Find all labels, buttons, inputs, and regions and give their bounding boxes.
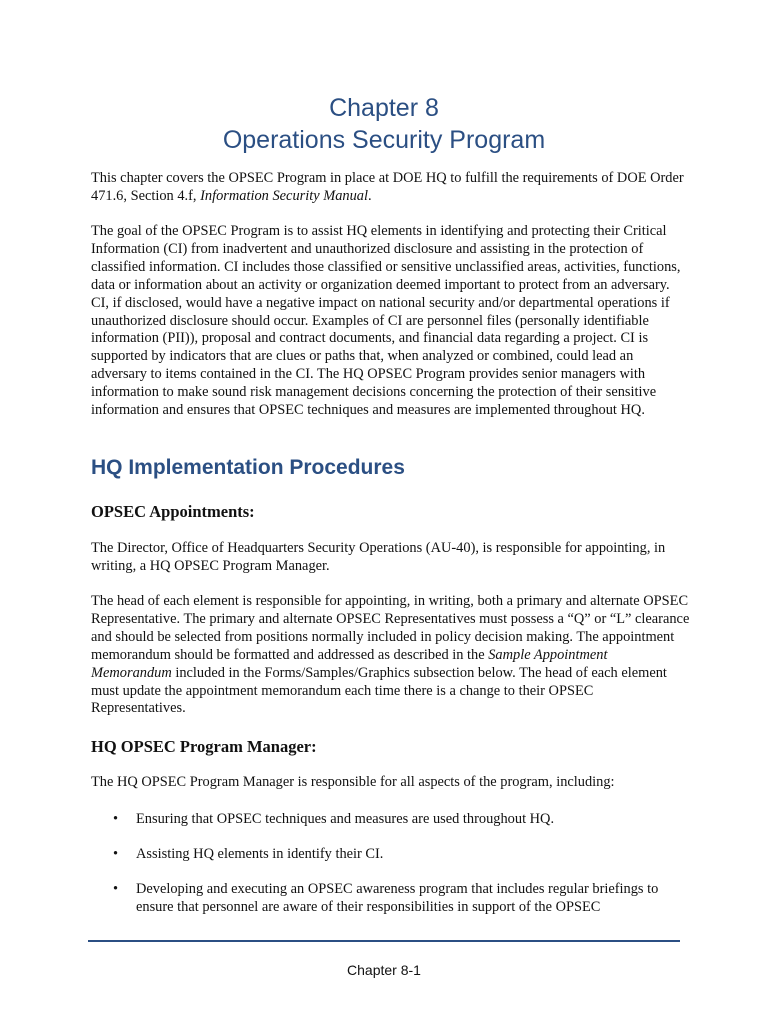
intro-manual-title: Information Security Manual (200, 187, 368, 204)
intro-paragraph (91, 170, 691, 206)
list-item-text: Developing and executing an OPSEC awareness program that includes regular briefings to ensure that personnel are aware of their responsibilities in support of the OPSEC (136, 880, 659, 915)
manager-responsibilities-list (91, 811, 691, 917)
footer-divider (88, 940, 680, 942)
intro-text-end: . (368, 187, 372, 204)
manager-intro: The HQ OPSEC Program Manager is responsible for all aspects of the program, including: (91, 774, 615, 790)
appointments-text-end: included in the Forms/Samples/Graphics subsection below. The head of each element must update the appointment memorandum each time there is a change to their OPSEC Representatives. (91, 664, 667, 717)
chapter-name: Operations Security Program (222, 126, 546, 154)
appointments-paragraph-2 (91, 593, 691, 718)
appointments-text: The head of each element is responsible for appointing, in writing, both a primary and alternate OPSEC Representative. The primary and alternate OPSEC Representatives must possess a “Q” or “L” clearance and should be selected from positions normally included in policy decision making. The appointment memorandum should be formatted and addressed as described in the (91, 593, 690, 663)
section-heading: HQ Implementation Procedures (91, 456, 405, 479)
bullet-icon: • (113, 880, 119, 897)
appointments-heading: OPSEC Appointments: (91, 502, 255, 521)
list-item (91, 846, 691, 864)
list-item (91, 881, 691, 917)
goal-paragraph: The goal of the OPSEC Program is to assist HQ elements in identifying and protecting their Critical Information (CI) from inadvertent and unauthorized disclosure and assisting in the protection of classified information. CI includes those classified or sensitive unclassified areas, activities, functions, data or information about an activity or organization deemed important to protect from an adversary. CI, if disclosed, would have a negative impact on national security and/or departmental operations if unauthorized disclosure should occur. Examples of CI are personnel files (personally identifiable information (PII)), proposal and contract documents, and financial data regarding a project. CI is supported by indicators that are clues or paths that, when analyzed or combined, could lead an adversary to items contained in the CI. The HQ OPSEC Program provides senior managers with information to make sound risk management decisions concerning the protection of their sensitive information and ensures that OPSEC techniques and measures are implemented throughout HQ. (91, 223, 681, 419)
appointments-paragraph-1: The Director, Office of Headquarters Security Operations (AU-40), is responsible for appointing, in writing, a HQ OPSEC Program Manager. (91, 540, 666, 574)
chapter-title (0, 92, 768, 156)
list-item (91, 811, 691, 829)
bullet-icon: • (113, 845, 119, 862)
manager-heading: HQ OPSEC Program Manager: (91, 737, 317, 756)
chapter-number: Chapter 8 (329, 94, 439, 122)
list-item-text: Ensuring that OPSEC techniques and measures are used throughout HQ. (136, 811, 555, 827)
intro-text: This chapter covers the OPSEC Program in place at DOE HQ to fulfill the requirements of DOE Order 471.6, Section 4.f, (91, 170, 684, 204)
bullet-icon: • (113, 811, 119, 827)
list-item-text: Assisting HQ elements in identify their CI. (136, 845, 384, 862)
sample-memo-title: Sample Appointment Memorandum (91, 646, 608, 681)
page-number: Chapter 8-1 (347, 962, 421, 978)
